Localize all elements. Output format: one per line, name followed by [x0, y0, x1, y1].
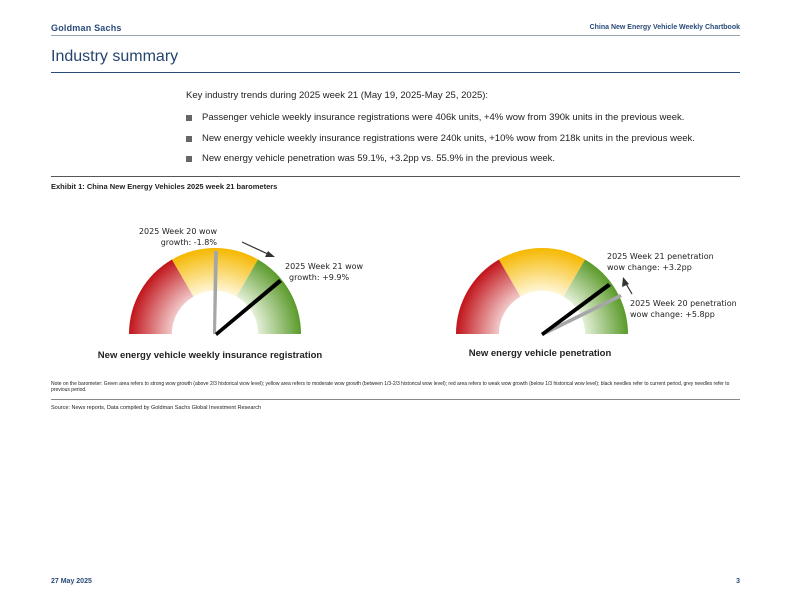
previous-label-line1: 2025 Week 20 wow: [138, 227, 217, 236]
source-rule: [51, 399, 740, 400]
previous-label-line1: 2025 Week 20 penetration: [630, 299, 737, 308]
source-text: Source: News reports, Data compiled by Goldman Sachs Global Investment Research: [51, 405, 262, 411]
previous-label-line2: growth: -1.8%: [160, 238, 217, 247]
intro-text: Key industry trends during 2025 week 21 (May 19, 2025-May 25, 2025):: [186, 90, 489, 101]
gauge-caption: New energy vehicle weekly insurance registration: [97, 350, 323, 361]
section-title: Industry summary: [51, 48, 179, 65]
page-number: 3: [736, 578, 740, 585]
report-title: China New Energy Vehicle Weekly Chartbook: [589, 24, 740, 31]
brand-logo-text: Goldman Sachs: [51, 23, 122, 33]
current-label-line1: 2025 Week 21 wow: [285, 262, 364, 271]
current-label-line1: 2025 Week 21 penetration: [607, 252, 714, 261]
arrow-line: [242, 242, 270, 255]
footer-date: 27 May 2025: [51, 578, 92, 585]
gauge-caption: New energy vehicle penetration: [468, 348, 612, 359]
current-label-line2: growth: +9.9%: [289, 273, 350, 282]
arrow-head-icon: [622, 277, 629, 287]
exhibit-title: Exhibit 1: China New Energy Vehicles 2025 week 21 barometers: [51, 182, 278, 191]
bullet-text: New energy vehicle weekly insurance registrations were 240k units, +10% wow from 218k units in the previous week.: [202, 132, 695, 144]
current-label-line2: wow change: +3.2pp: [607, 263, 692, 272]
gauge-insurance-registration: [98, 227, 364, 361]
previous-label-line2: wow change: +5.8pp: [630, 310, 715, 319]
arrow-head-icon: [265, 251, 275, 257]
barometer-note: Note on the barometer: Green area refers to strong wow growth (above 2/3 historical wow level); yellow area refers to moderate wow growth (between 1/3-2/3 historical wow level); red area refers to weak wow growth (below 1/3 historical wow level); black needles refer to current period, grey needles refer to previous period.: [51, 381, 730, 393]
gauge-penetration: [456, 248, 737, 359]
bullet-text: New energy vehicle penetration was 59.1%, +3.2pp vs. 55.9% in the previous week.: [202, 153, 556, 164]
bullet-text: Passenger vehicle weekly insurance registrations were 406k units, +4% wow from 390k units in the previous week.: [202, 112, 685, 123]
